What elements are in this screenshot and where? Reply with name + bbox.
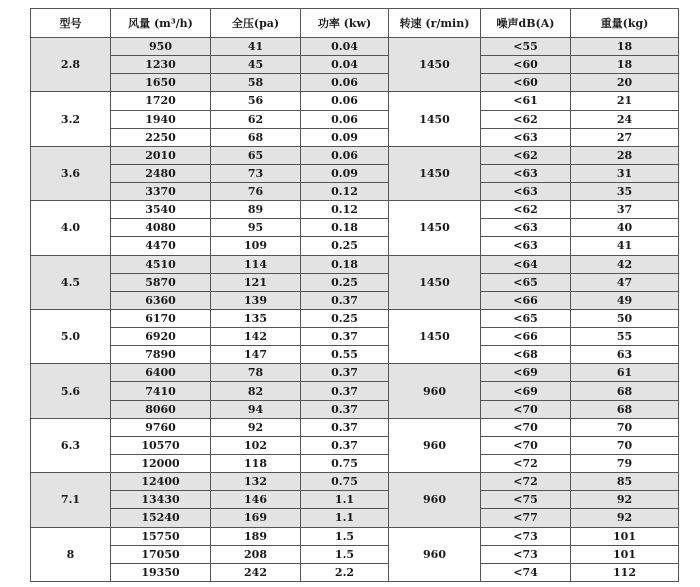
speed-cell: 1450 — [389, 201, 481, 255]
table-row — [31, 273, 679, 291]
noise-cell: <63 — [481, 237, 571, 255]
table-row — [31, 237, 679, 255]
weight-cell: 20 — [571, 74, 679, 92]
airflow-cell: 1940 — [111, 110, 211, 128]
table-row — [31, 56, 679, 74]
noise-cell: <61 — [481, 92, 571, 110]
weight-cell: 31 — [571, 164, 679, 182]
model-group — [31, 309, 679, 363]
model-group — [31, 146, 679, 200]
noise-cell: <72 — [481, 473, 571, 491]
power-cell: 0.18 — [301, 255, 389, 273]
airflow-cell: 2480 — [111, 164, 211, 182]
airflow-cell: 7410 — [111, 382, 211, 400]
table-row — [31, 509, 679, 527]
weight-cell: 21 — [571, 92, 679, 110]
pressure-cell: 121 — [211, 273, 301, 291]
weight-cell: 47 — [571, 273, 679, 291]
airflow-cell: 4470 — [111, 237, 211, 255]
power-cell: 0.06 — [301, 146, 389, 164]
noise-cell: <62 — [481, 146, 571, 164]
model-group — [31, 92, 679, 146]
noise-cell: <62 — [481, 201, 571, 219]
noise-cell: <69 — [481, 364, 571, 382]
table-row — [31, 418, 679, 436]
noise-cell: <63 — [481, 164, 571, 182]
model-cell: 2.8 — [31, 38, 111, 92]
model-group — [31, 38, 679, 92]
weight-cell: 18 — [571, 56, 679, 74]
weight-cell: 101 — [571, 545, 679, 563]
airflow-cell: 7890 — [111, 346, 211, 364]
power-cell: 0.04 — [301, 56, 389, 74]
power-cell: 0.25 — [301, 273, 389, 291]
weight-cell: 112 — [571, 563, 679, 581]
pressure-cell: 139 — [211, 291, 301, 309]
table-row — [31, 128, 679, 146]
pressure-cell: 135 — [211, 309, 301, 327]
weight-cell: 68 — [571, 400, 679, 418]
pressure-cell: 94 — [211, 400, 301, 418]
power-cell: 2.2 — [301, 563, 389, 581]
airflow-cell: 6170 — [111, 309, 211, 327]
airflow-cell: 19350 — [111, 563, 211, 581]
table-row — [31, 454, 679, 472]
model-group — [31, 418, 679, 472]
airflow-cell: 3540 — [111, 201, 211, 219]
noise-cell: <73 — [481, 545, 571, 563]
table-row — [31, 545, 679, 563]
speed-cell: 1450 — [389, 92, 481, 146]
table-row — [31, 92, 679, 110]
weight-cell: 92 — [571, 491, 679, 509]
weight-cell: 79 — [571, 454, 679, 472]
weight-cell: 24 — [571, 110, 679, 128]
noise-cell: <63 — [481, 128, 571, 146]
weight-cell: 37 — [571, 201, 679, 219]
noise-cell: <62 — [481, 110, 571, 128]
pressure-cell: 169 — [211, 509, 301, 527]
model-group — [31, 527, 679, 581]
noise-cell: <75 — [481, 491, 571, 509]
airflow-cell: 8060 — [111, 400, 211, 418]
header-model: 型号 — [31, 9, 111, 38]
weight-cell: 70 — [571, 418, 679, 436]
pressure-cell: 142 — [211, 328, 301, 346]
airflow-cell: 1720 — [111, 92, 211, 110]
weight-cell: 18 — [571, 38, 679, 56]
table-row — [31, 473, 679, 491]
pressure-cell: 41 — [211, 38, 301, 56]
power-cell: 1.5 — [301, 545, 389, 563]
weight-cell: 55 — [571, 328, 679, 346]
airflow-cell: 5870 — [111, 273, 211, 291]
weight-cell: 35 — [571, 183, 679, 201]
airflow-cell: 950 — [111, 38, 211, 56]
airflow-cell: 6920 — [111, 328, 211, 346]
airflow-cell: 1650 — [111, 74, 211, 92]
pressure-cell: 132 — [211, 473, 301, 491]
noise-cell: <72 — [481, 454, 571, 472]
airflow-cell: 12400 — [111, 473, 211, 491]
pressure-cell: 68 — [211, 128, 301, 146]
table-row — [31, 364, 679, 382]
speed-cell: 960 — [389, 364, 481, 418]
power-cell: 0.37 — [301, 400, 389, 418]
pressure-cell: 82 — [211, 382, 301, 400]
airflow-cell: 12000 — [111, 454, 211, 472]
model-cell: 7.1 — [31, 473, 111, 527]
noise-cell: <68 — [481, 346, 571, 364]
fan-spec-table — [30, 8, 679, 582]
power-cell: 0.37 — [301, 291, 389, 309]
table-row — [31, 328, 679, 346]
power-cell: 0.12 — [301, 201, 389, 219]
table-row — [31, 436, 679, 454]
table-row — [31, 291, 679, 309]
noise-cell: <70 — [481, 418, 571, 436]
weight-cell: 70 — [571, 436, 679, 454]
pressure-cell: 102 — [211, 436, 301, 454]
power-cell: 0.12 — [301, 183, 389, 201]
header-pressure: 全压(pa) — [211, 9, 301, 38]
model-cell: 4.5 — [31, 255, 111, 309]
pressure-cell: 89 — [211, 201, 301, 219]
airflow-cell: 15240 — [111, 509, 211, 527]
power-cell: 0.09 — [301, 128, 389, 146]
model-group — [31, 255, 679, 309]
power-cell: 0.09 — [301, 164, 389, 182]
noise-cell: <55 — [481, 38, 571, 56]
airflow-cell: 4080 — [111, 219, 211, 237]
airflow-cell: 1230 — [111, 56, 211, 74]
noise-cell: <63 — [481, 219, 571, 237]
pressure-cell: 65 — [211, 146, 301, 164]
table-row — [31, 491, 679, 509]
airflow-cell: 10570 — [111, 436, 211, 454]
airflow-cell: 13430 — [111, 491, 211, 509]
power-cell: 0.37 — [301, 418, 389, 436]
table-row — [31, 74, 679, 92]
table-row — [31, 527, 679, 545]
model-group — [31, 473, 679, 527]
weight-cell: 28 — [571, 146, 679, 164]
noise-cell: <73 — [481, 527, 571, 545]
airflow-cell: 6400 — [111, 364, 211, 382]
power-cell: 0.37 — [301, 364, 389, 382]
weight-cell: 68 — [571, 382, 679, 400]
pressure-cell: 45 — [211, 56, 301, 74]
weight-cell: 50 — [571, 309, 679, 327]
airflow-cell: 15750 — [111, 527, 211, 545]
pressure-cell: 76 — [211, 183, 301, 201]
table-row — [31, 183, 679, 201]
pressure-cell: 78 — [211, 364, 301, 382]
table-row — [31, 201, 679, 219]
noise-cell: <66 — [481, 291, 571, 309]
speed-cell: 1450 — [389, 255, 481, 309]
pressure-cell: 242 — [211, 563, 301, 581]
power-cell: 0.25 — [301, 237, 389, 255]
pressure-cell: 114 — [211, 255, 301, 273]
weight-cell: 63 — [571, 346, 679, 364]
power-cell: 0.04 — [301, 38, 389, 56]
pressure-cell: 73 — [211, 164, 301, 182]
power-cell: 1.5 — [301, 527, 389, 545]
airflow-cell: 2010 — [111, 146, 211, 164]
power-cell: 0.37 — [301, 436, 389, 454]
model-cell: 8 — [31, 527, 111, 581]
model-group — [31, 201, 679, 255]
noise-cell: <70 — [481, 400, 571, 418]
airflow-cell: 2250 — [111, 128, 211, 146]
noise-cell: <70 — [481, 436, 571, 454]
noise-cell: <60 — [481, 56, 571, 74]
noise-cell: <77 — [481, 509, 571, 527]
power-cell: 0.18 — [301, 219, 389, 237]
power-cell: 1.1 — [301, 491, 389, 509]
speed-cell: 1450 — [389, 38, 481, 92]
airflow-cell: 9760 — [111, 418, 211, 436]
table-row — [31, 309, 679, 327]
airflow-cell: 4510 — [111, 255, 211, 273]
weight-cell: 42 — [571, 255, 679, 273]
pressure-cell: 147 — [211, 346, 301, 364]
weight-cell: 27 — [571, 128, 679, 146]
speed-cell: 1450 — [389, 309, 481, 363]
pressure-cell: 208 — [211, 545, 301, 563]
power-cell: 1.1 — [301, 509, 389, 527]
weight-cell: 85 — [571, 473, 679, 491]
pressure-cell: 62 — [211, 110, 301, 128]
speed-cell: 960 — [389, 527, 481, 581]
model-cell: 3.2 — [31, 92, 111, 146]
weight-cell: 49 — [571, 291, 679, 309]
noise-cell: <65 — [481, 273, 571, 291]
header-weight: 重量(kg) — [571, 9, 679, 38]
power-cell: 0.06 — [301, 74, 389, 92]
header-power: 功率 (kw) — [301, 9, 389, 38]
pressure-cell: 118 — [211, 454, 301, 472]
model-cell: 5.0 — [31, 309, 111, 363]
pressure-cell: 109 — [211, 237, 301, 255]
model-cell: 6.3 — [31, 418, 111, 472]
noise-cell: <69 — [481, 382, 571, 400]
noise-cell: <63 — [481, 183, 571, 201]
pressure-cell: 189 — [211, 527, 301, 545]
table-row — [31, 146, 679, 164]
power-cell: 0.75 — [301, 454, 389, 472]
model-cell: 3.6 — [31, 146, 111, 200]
table-row — [31, 255, 679, 273]
header-noise: 噪声dB(A) — [481, 9, 571, 38]
table-row — [31, 382, 679, 400]
power-cell: 0.06 — [301, 92, 389, 110]
noise-cell: <65 — [481, 309, 571, 327]
weight-cell: 101 — [571, 527, 679, 545]
airflow-cell: 3370 — [111, 183, 211, 201]
airflow-cell: 17050 — [111, 545, 211, 563]
table-row — [31, 219, 679, 237]
header-speed: 转速 (r/min) — [389, 9, 481, 38]
weight-cell: 92 — [571, 509, 679, 527]
noise-cell: <64 — [481, 255, 571, 273]
model-cell: 4.0 — [31, 201, 111, 255]
power-cell: 0.37 — [301, 328, 389, 346]
speed-cell: 960 — [389, 473, 481, 527]
weight-cell: 61 — [571, 364, 679, 382]
pressure-cell: 56 — [211, 92, 301, 110]
model-cell: 5.6 — [31, 364, 111, 418]
airflow-cell: 6360 — [111, 291, 211, 309]
pressure-cell: 58 — [211, 74, 301, 92]
noise-cell: <60 — [481, 74, 571, 92]
weight-cell: 41 — [571, 237, 679, 255]
pressure-cell: 146 — [211, 491, 301, 509]
table-row — [31, 38, 679, 56]
table-row — [31, 110, 679, 128]
table-row — [31, 164, 679, 182]
header-airflow: 风量 (m³/h) — [111, 9, 211, 38]
table-header — [31, 9, 679, 38]
weight-cell: 40 — [571, 219, 679, 237]
power-cell: 0.06 — [301, 110, 389, 128]
speed-cell: 960 — [389, 418, 481, 472]
noise-cell: <74 — [481, 563, 571, 581]
power-cell: 0.25 — [301, 309, 389, 327]
power-cell: 0.55 — [301, 346, 389, 364]
model-group — [31, 364, 679, 418]
noise-cell: <66 — [481, 328, 571, 346]
power-cell: 0.75 — [301, 473, 389, 491]
speed-cell: 1450 — [389, 146, 481, 200]
pressure-cell: 92 — [211, 418, 301, 436]
power-cell: 0.37 — [301, 382, 389, 400]
header-row — [31, 9, 679, 38]
table-row — [31, 563, 679, 581]
pressure-cell: 95 — [211, 219, 301, 237]
table-row — [31, 400, 679, 418]
table-row — [31, 346, 679, 364]
